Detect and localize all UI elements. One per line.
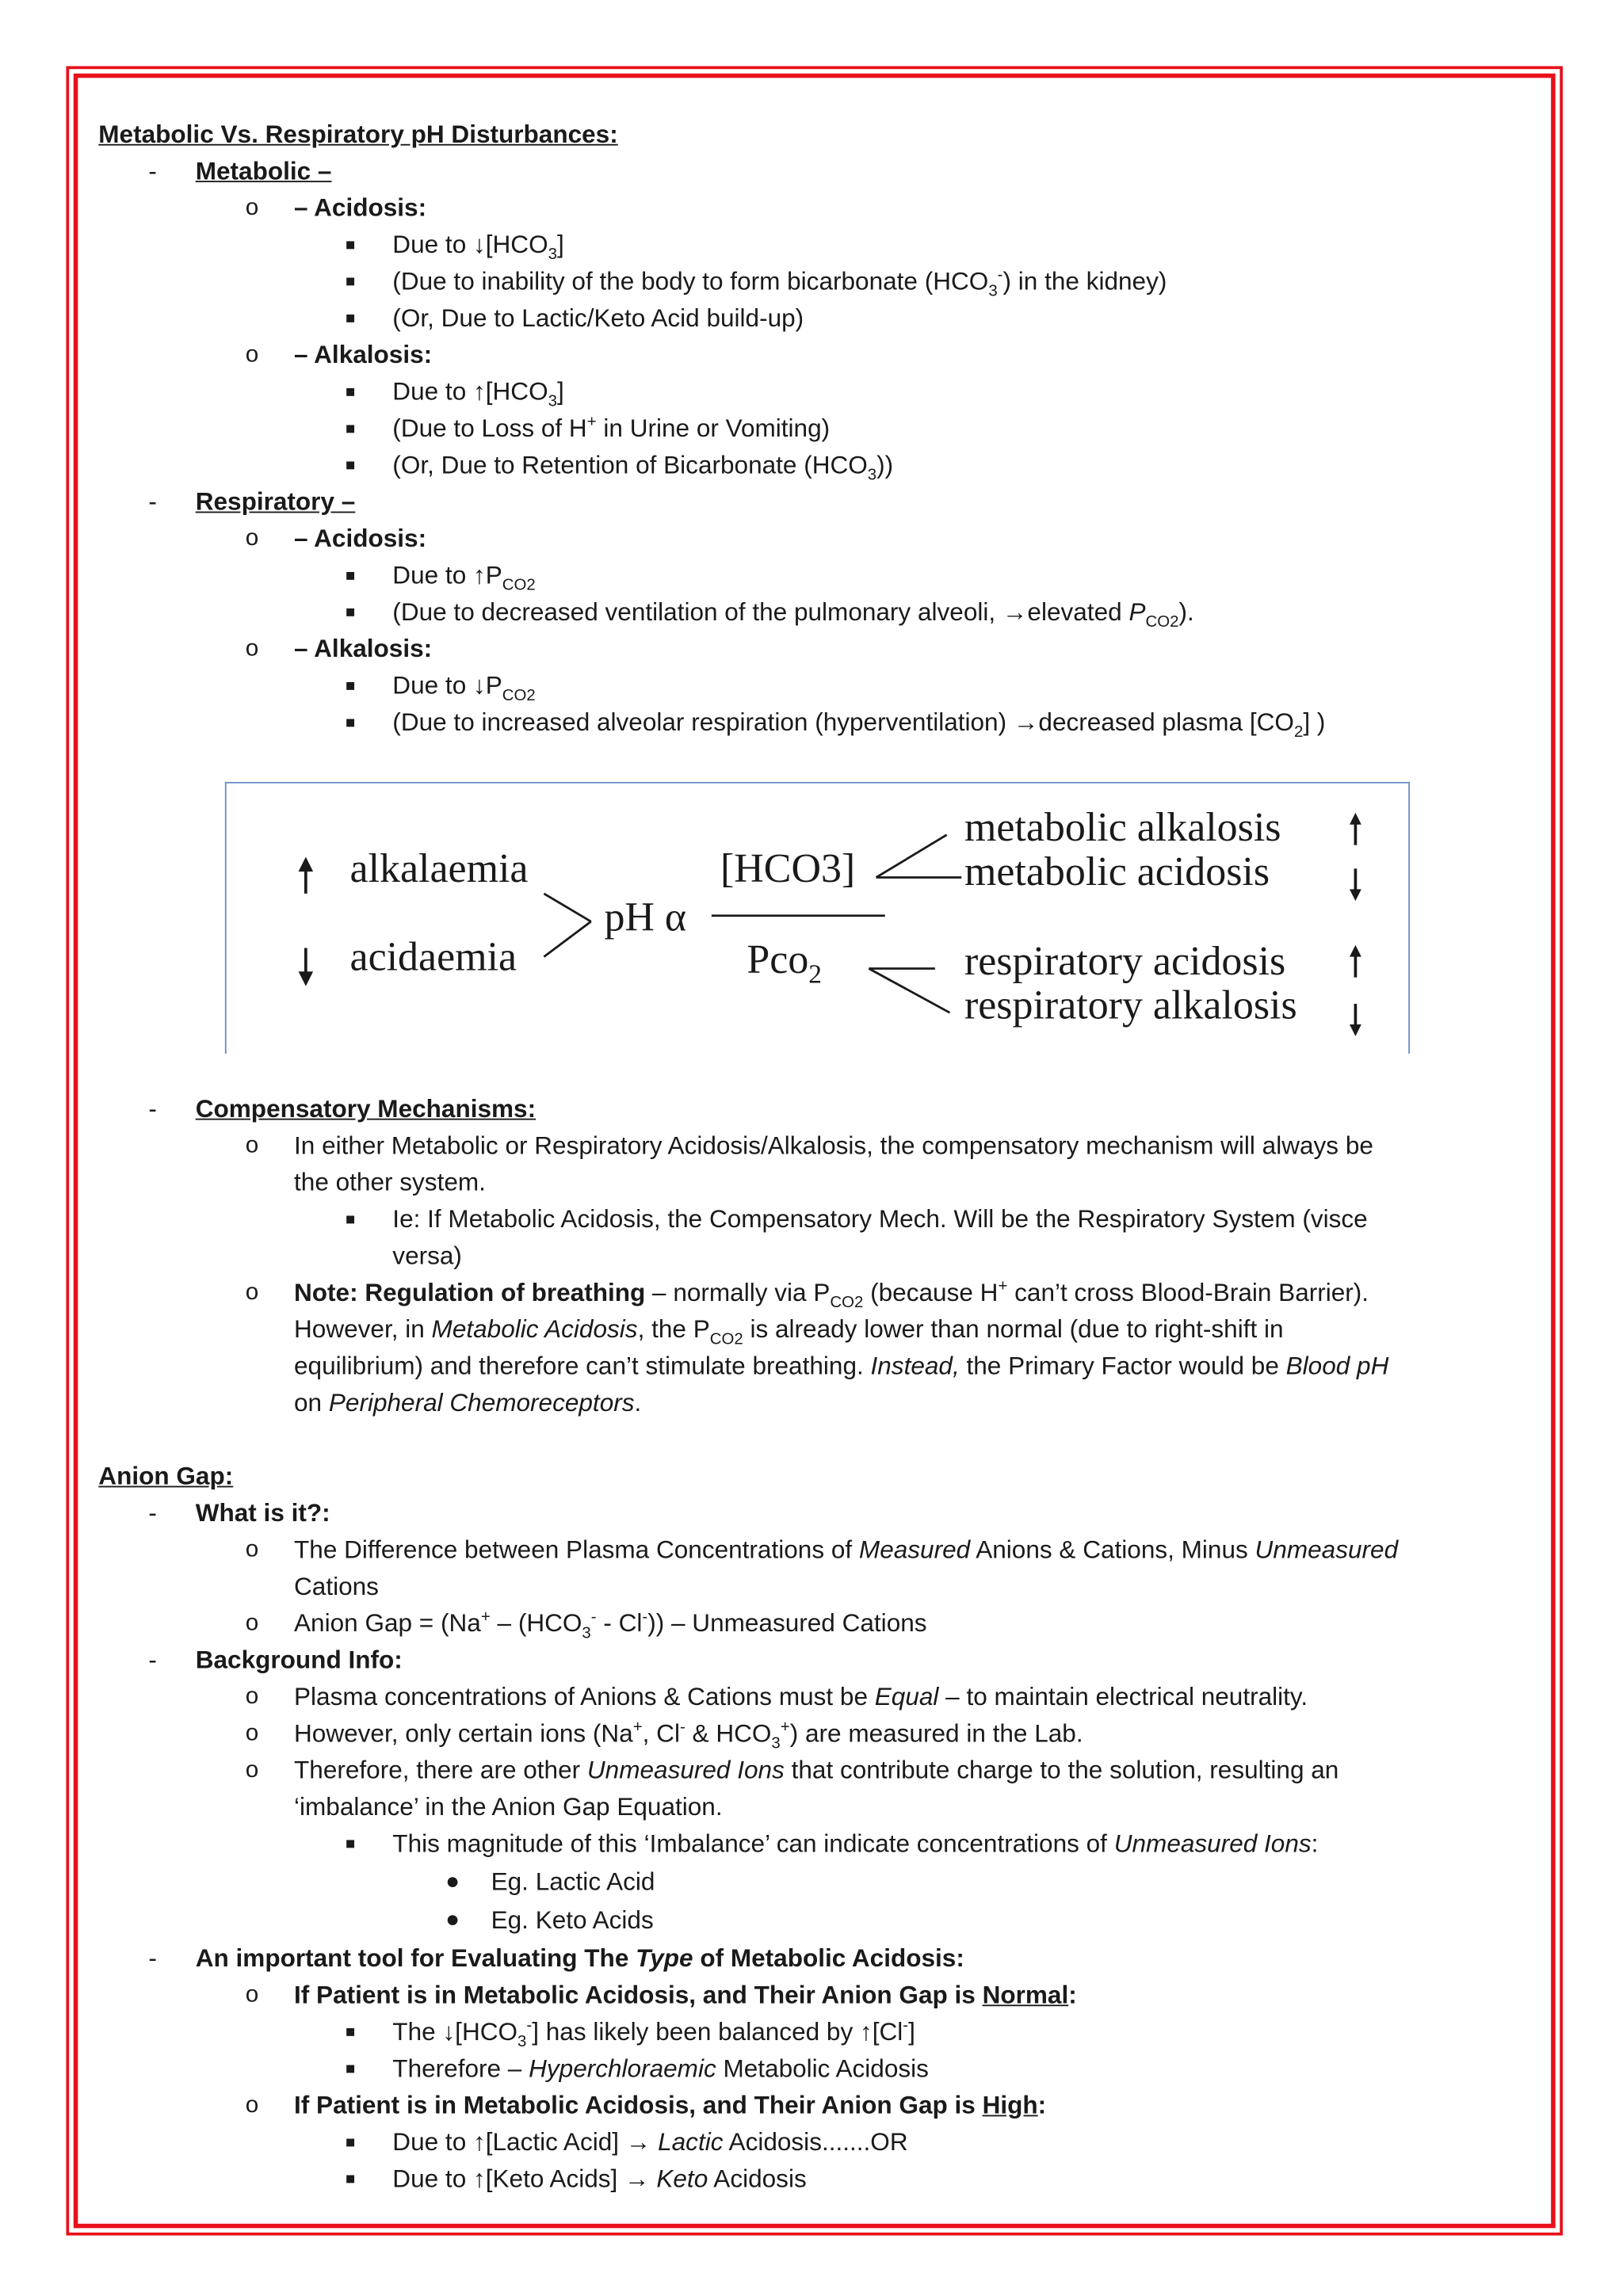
dash-bullet: - bbox=[148, 1944, 157, 1973]
circle-bullet: o bbox=[245, 342, 259, 368]
circle-bullet: o bbox=[245, 1537, 259, 1562]
important-tool-label: An important tool for Evaluating The Type of Metabolic Acidosis: bbox=[195, 1944, 964, 1973]
circle-bullet: o bbox=[245, 1611, 259, 1636]
list-item: Due to ↑[Keto Acids] → Keto Acidosis bbox=[392, 2164, 807, 2193]
compensatory-label: Compensatory Mechanisms: bbox=[195, 1095, 537, 1123]
pco2-denominator: Pco$_2$ bbox=[747, 937, 823, 989]
respiratory-alkalosis-label: – Alkalosis: bbox=[294, 635, 433, 663]
circle-bullet: o bbox=[245, 1684, 259, 1710]
branch-line-lower bbox=[869, 969, 949, 1013]
dot-bullet: ● bbox=[445, 1869, 460, 1895]
normal-gap-label: If Patient is in Metabolic Acidosis, and Their Anion Gap is Normal: bbox=[294, 1981, 1077, 2009]
square-bullet: ■ bbox=[345, 236, 356, 254]
note-line: on Peripheral Chemoreceptors. bbox=[294, 1389, 642, 1417]
square-bullet: ■ bbox=[345, 383, 356, 402]
section-heading-ph-disturbances: Metabolic Vs. Respiratory pH Disturbances: bbox=[98, 120, 618, 149]
chevron-upper-line bbox=[544, 894, 590, 921]
list-item: Due to $↓P_{CO2}$ bbox=[392, 671, 536, 705]
list-item: Eg. Lactic Acid bbox=[491, 1867, 655, 1897]
paragraph-line: ‘imbalance’ in the Anion Gap Equation. bbox=[294, 1793, 723, 1821]
list-item: Due to ↑[Lactic Acid] → Lactic Acidosis.......OR bbox=[392, 2128, 908, 2157]
list-item: (Due to inability of the body to form bicarbonate $(HCO_3^-)$ in the kidney) bbox=[392, 266, 1167, 301]
square-bullet: ■ bbox=[345, 714, 356, 732]
square-bullet: ■ bbox=[345, 2060, 356, 2079]
metabolic-acidosis-label: – Acidosis: bbox=[294, 193, 427, 223]
list-item: Due to $↑P_{CO2}$ bbox=[392, 561, 536, 595]
branch-line-upper bbox=[876, 835, 947, 878]
up-arrow-head bbox=[299, 857, 314, 872]
square-bullet: ■ bbox=[345, 2023, 356, 2042]
list-item: (Due to increased alveolar respiration (hyperventilation) →decreased plasma $[CO_2]$ ) bbox=[392, 708, 1326, 742]
circle-bullet: o bbox=[245, 1280, 259, 1306]
circle-bullet: o bbox=[245, 636, 259, 662]
paragraph-line: the other system. bbox=[294, 1168, 486, 1197]
paragraph-line: Plasma concentrations of Anions & Cations must be Equal – to maintain electrical neutrality. bbox=[294, 1683, 1308, 1711]
paragraph-line: versa) bbox=[392, 1241, 462, 1270]
circle-bullet: o bbox=[245, 195, 259, 221]
circle-bullet: o bbox=[245, 2092, 259, 2119]
list-item: Due to $↑[HCO_3]$ bbox=[392, 377, 564, 411]
square-bullet: ■ bbox=[345, 456, 356, 475]
ph-diagram bbox=[225, 782, 1410, 1054]
dash-bullet: - bbox=[148, 1646, 157, 1674]
list-item: (Due to decreased ventilation of the pulmonary alveoli, →elevated $P_{CO2}$). bbox=[392, 598, 1194, 631]
paragraph-line: Ie: If Metabolic Acidosis, the Compensatory Mech. Will be the Respiratory System (visce bbox=[392, 1205, 1368, 1234]
paragraph-line: This magnitude of this ‘Imbalance’ can indicate concentrations of Unmeasured Ions: bbox=[392, 1829, 1319, 1858]
metabolic-alkalosis-label: – Alkalosis: bbox=[294, 341, 433, 369]
respiratory-label: Respiratory – bbox=[195, 487, 356, 517]
hco3-numerator: [HCO3] bbox=[720, 846, 856, 893]
alkalaemia-label: alkalaemia bbox=[349, 846, 529, 893]
high-gap-label: If Patient is in Metabolic Acidosis, and Their Anion Gap is High: bbox=[294, 2091, 1047, 2120]
dash-bullet: - bbox=[148, 1499, 157, 1527]
metabolic-acidosis-text: metabolic acidosis bbox=[964, 849, 1270, 895]
dash-bullet: - bbox=[148, 487, 157, 517]
paragraph-line: The Difference between Plasma Concentrations of Measured Anions & Cations, Minus Unmeasured bbox=[294, 1535, 1399, 1564]
circle-bullet: o bbox=[245, 1133, 259, 1158]
paragraph-line: Cations bbox=[294, 1572, 379, 1601]
paragraph-line: Therefore, there are other Unmeasured Ions that contribute charge to the solution, resulting an bbox=[294, 1756, 1339, 1785]
circle-bullet: o bbox=[245, 1982, 259, 2008]
dash-bullet: - bbox=[148, 1095, 157, 1123]
dot-bullet: ● bbox=[445, 1907, 460, 1933]
section-heading-anion-gap: Anion Gap: bbox=[98, 1462, 234, 1491]
respiratory-acidosis-text: respiratory acidosis bbox=[964, 939, 1286, 985]
anion-gap-formula: Anion Gap = $(Na^+ - (HCO_3^- - Cl^-))$ – Unmeasured Cations bbox=[294, 1608, 927, 1642]
paragraph-line: In either Metabolic or Respiratory Acidosis/Alkalosis, the compensatory mechanism will always be bbox=[294, 1131, 1373, 1160]
circle-bullet: o bbox=[245, 1721, 259, 1746]
square-bullet: ■ bbox=[345, 677, 356, 696]
square-bullet: ■ bbox=[345, 2134, 356, 2152]
list-item: Therefore – Hyperchloraemic Metabolic Acidosis bbox=[392, 2054, 929, 2083]
list-item: (Due to Loss of H+ in Urine or Vomiting) bbox=[392, 413, 831, 443]
metabolic-label: Metabolic – bbox=[195, 157, 332, 185]
square-bullet: ■ bbox=[345, 1836, 356, 1854]
paragraph-line: However, only certain ions (Na+, Cl- & $HCO_3^+$) are measured in the Lab. bbox=[294, 1718, 1083, 1753]
list-item: (Or, Due to Retention of Bicarbonate $(HCO_3)$) bbox=[392, 451, 894, 485]
square-bullet: ■ bbox=[345, 420, 356, 438]
acidaemia-label: acidaemia bbox=[349, 934, 517, 981]
square-bullet: ■ bbox=[345, 2170, 356, 2189]
down-arrow-head bbox=[299, 971, 314, 986]
note-line: equilibrium) and therefore can’t stimulate breathing. Instead, the Primary Factor would be Blood pH bbox=[294, 1352, 1389, 1380]
square-bullet: ■ bbox=[345, 273, 356, 292]
background-info-label: Background Info: bbox=[195, 1646, 403, 1674]
list-item: Due to $↓[HCO_3]$ bbox=[392, 231, 564, 264]
respiratory-acidosis-label: – Acidosis: bbox=[294, 524, 427, 553]
note-line: However, in Metabolic Acidosis, the $P_{CO2}$ is already lower than normal (due to right-shift in bbox=[294, 1315, 1284, 1348]
square-bullet: ■ bbox=[345, 1211, 356, 1229]
circle-bullet: o bbox=[245, 1757, 259, 1783]
square-bullet: ■ bbox=[345, 604, 356, 622]
respiratory-alkalosis-text: respiratory alkalosis bbox=[964, 983, 1297, 1029]
ph-alpha-label: pH α bbox=[604, 894, 687, 941]
list-item: The $↓[HCO_3^-]$ has likely been balanced by ↑[Cl-] bbox=[392, 2016, 915, 2051]
list-item: Eg. Keto Acids bbox=[491, 1906, 654, 1935]
what-is-it-label: What is it?: bbox=[195, 1499, 330, 1527]
square-bullet: ■ bbox=[345, 567, 356, 585]
list-item: (Or, Due to Lactic/Keto Acid build-up) bbox=[392, 304, 804, 333]
chevron-lower-line bbox=[544, 921, 590, 957]
dash-bullet: - bbox=[148, 157, 157, 185]
note-line: Note: Regulation of breathing – normally via $P_{CO2}$ (because H+ can’t cross Blood-Brain Barrier). bbox=[294, 1277, 1369, 1312]
square-bullet: ■ bbox=[345, 310, 356, 328]
circle-bullet: o bbox=[245, 526, 259, 551]
metabolic-alkalosis-text: metabolic alkalosis bbox=[964, 805, 1281, 852]
